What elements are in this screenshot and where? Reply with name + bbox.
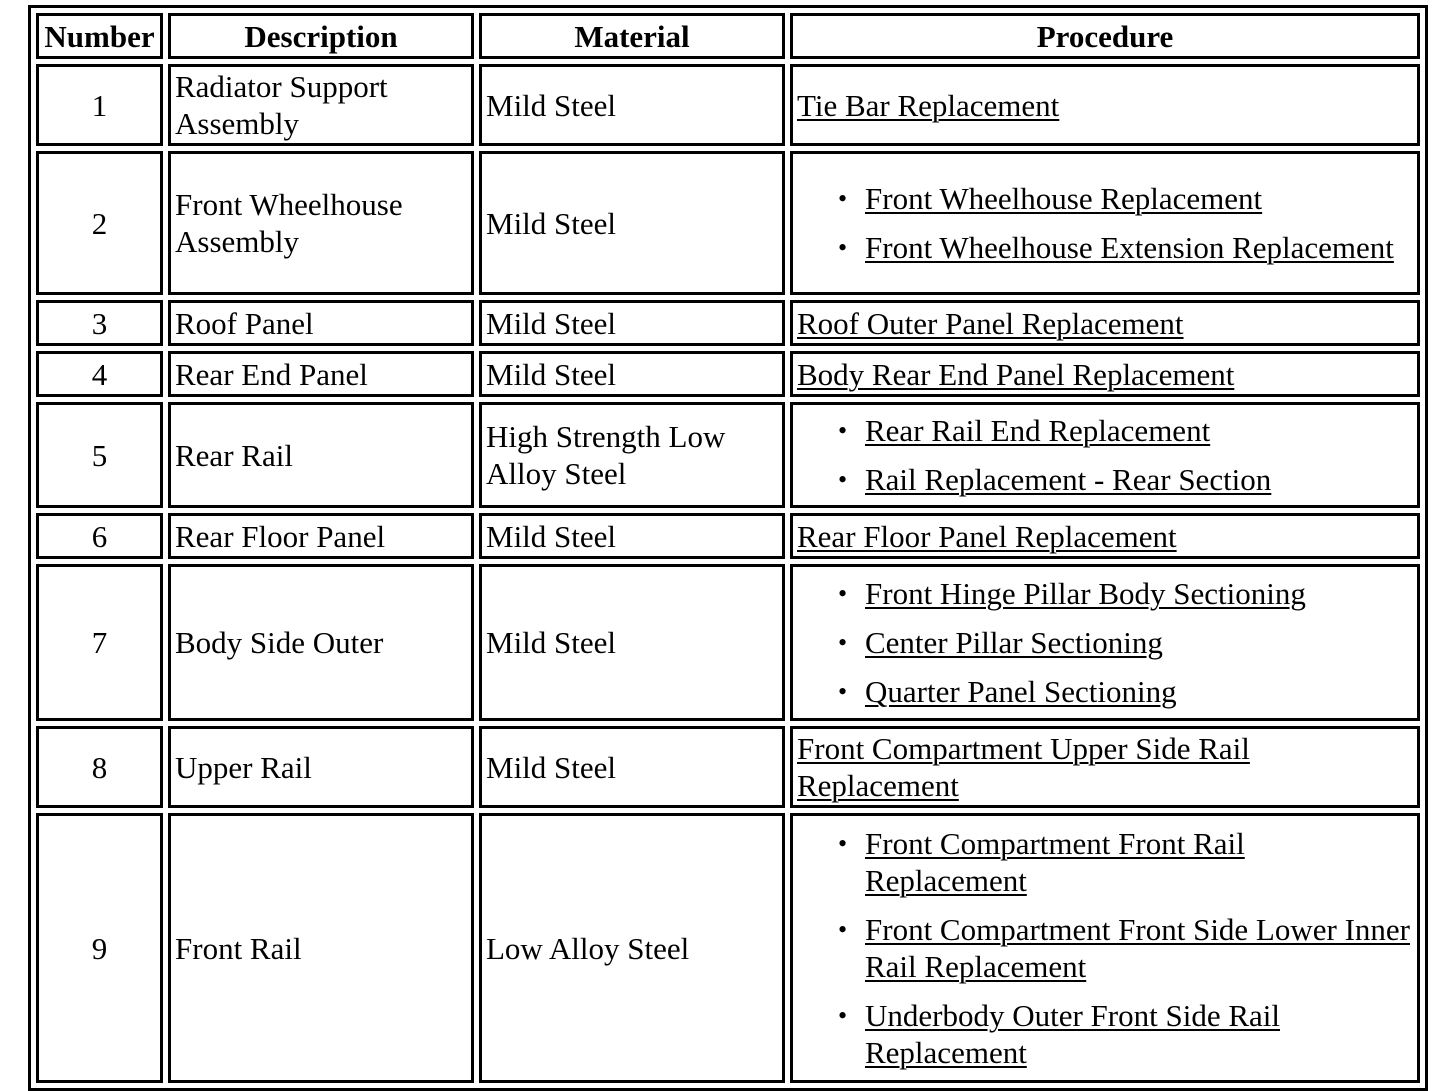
procedure-link[interactable]: Front Compartment Front Rail Replacement — [865, 826, 1245, 898]
cell-number: 7 — [36, 564, 163, 721]
bullet-icon: • — [838, 184, 848, 213]
bullet-icon: • — [838, 628, 848, 657]
table-row — [36, 402, 1420, 508]
procedure-link[interactable]: Rear Floor Panel Replacement — [797, 518, 1177, 554]
procedure-list-item — [838, 180, 1413, 217]
procedure-link[interactable]: Center Pillar Sectioning — [865, 625, 1163, 660]
procedure-list-item — [838, 997, 1413, 1071]
cell-material: Mild Steel — [479, 300, 785, 346]
cell-description: Upper Rail — [168, 726, 474, 808]
cell-procedure — [790, 300, 1420, 346]
cell-procedure — [790, 513, 1420, 559]
bullet-icon: • — [838, 915, 848, 944]
cell-number: 6 — [36, 513, 163, 559]
procedure-list — [797, 825, 1413, 1071]
cell-description: Front Rail — [168, 813, 474, 1083]
cell-description: Rear Floor Panel — [168, 513, 474, 559]
table-row — [36, 726, 1420, 808]
cell-material: Mild Steel — [479, 64, 785, 146]
header-row — [36, 13, 1420, 59]
cell-description: Rear End Panel — [168, 351, 474, 397]
cell-material: Mild Steel — [479, 351, 785, 397]
header-material: Material — [479, 13, 785, 59]
bullet-icon: • — [838, 233, 848, 262]
cell-description: Roof Panel — [168, 300, 474, 346]
cell-material: Low Alloy Steel — [479, 813, 785, 1083]
cell-number: 1 — [36, 64, 163, 146]
table-row — [36, 513, 1420, 559]
cell-material: High Strength Low Alloy Steel — [479, 402, 785, 508]
procedure-list-item — [838, 229, 1413, 266]
procedure-list-item — [838, 461, 1413, 498]
cell-number: 5 — [36, 402, 163, 508]
procedure-link[interactable]: Roof Outer Panel Replacement — [797, 305, 1184, 341]
cell-number: 4 — [36, 351, 163, 397]
header-description: Description — [168, 13, 474, 59]
bullet-icon: • — [838, 829, 848, 858]
cell-number: 9 — [36, 813, 163, 1083]
cell-procedure — [790, 64, 1420, 146]
header-number: Number — [36, 13, 163, 59]
procedure-list-item — [838, 673, 1413, 710]
cell-material: Mild Steel — [479, 151, 785, 295]
procedure-list-item — [838, 624, 1413, 661]
procedure-link[interactable]: Front Compartment Front Side Lower Inner Rail Replacement — [865, 912, 1410, 984]
cell-procedure — [790, 151, 1420, 295]
procedure-list — [797, 575, 1413, 710]
cell-procedure — [790, 402, 1420, 508]
procedure-link[interactable]: Body Rear End Panel Replacement — [797, 356, 1235, 392]
procedure-list-item — [838, 412, 1413, 449]
cell-material: Mild Steel — [479, 513, 785, 559]
table-body — [36, 64, 1420, 1083]
procedure-link[interactable]: Quarter Panel Sectioning — [865, 674, 1177, 709]
procedure-list — [797, 180, 1413, 266]
cell-number: 8 — [36, 726, 163, 808]
cell-description: Radiator Support Assembly — [168, 64, 474, 146]
table-row — [36, 300, 1420, 346]
procedure-link[interactable]: Front Wheelhouse Extension Replacement — [865, 230, 1394, 265]
cell-procedure — [790, 813, 1420, 1083]
cell-number: 3 — [36, 300, 163, 346]
cell-procedure — [790, 351, 1420, 397]
procedure-list-item — [838, 575, 1413, 612]
cell-description: Front Wheelhouse Assembly — [168, 151, 474, 295]
bullet-icon: • — [838, 416, 848, 445]
bullet-icon: • — [838, 579, 848, 608]
table-row — [36, 351, 1420, 397]
procedure-link[interactable]: Rail Replacement - Rear Section — [865, 462, 1272, 497]
cell-procedure — [790, 726, 1420, 808]
cell-material: Mild Steel — [479, 564, 785, 721]
cell-material: Mild Steel — [479, 726, 785, 808]
table-row — [36, 813, 1420, 1083]
procedure-list-item — [838, 825, 1413, 899]
header-procedure: Procedure — [790, 13, 1420, 59]
procedure-link[interactable]: Tie Bar Replacement — [797, 87, 1060, 123]
table-row — [36, 564, 1420, 721]
procedure-link[interactable]: Front Compartment Upper Side Rail Replacement — [797, 731, 1250, 803]
procedure-link[interactable]: Front Wheelhouse Replacement — [865, 181, 1263, 216]
bullet-icon: • — [838, 1001, 848, 1030]
cell-number: 2 — [36, 151, 163, 295]
table-row — [36, 64, 1420, 146]
procedure-list-item — [838, 911, 1413, 985]
parts-table — [31, 8, 1425, 1088]
table-row — [36, 151, 1420, 295]
parts-table-frame — [28, 5, 1428, 1091]
procedure-link[interactable]: Rear Rail End Replacement — [865, 413, 1211, 448]
cell-description: Rear Rail — [168, 402, 474, 508]
procedure-link[interactable]: Underbody Outer Front Side Rail Replacement — [865, 998, 1281, 1070]
procedure-list — [797, 412, 1413, 498]
bullet-icon: • — [838, 677, 848, 706]
cell-procedure — [790, 564, 1420, 721]
procedure-link[interactable]: Front Hinge Pillar Body Sectioning — [865, 576, 1306, 611]
cell-description: Body Side Outer — [168, 564, 474, 721]
bullet-icon: • — [838, 465, 848, 494]
